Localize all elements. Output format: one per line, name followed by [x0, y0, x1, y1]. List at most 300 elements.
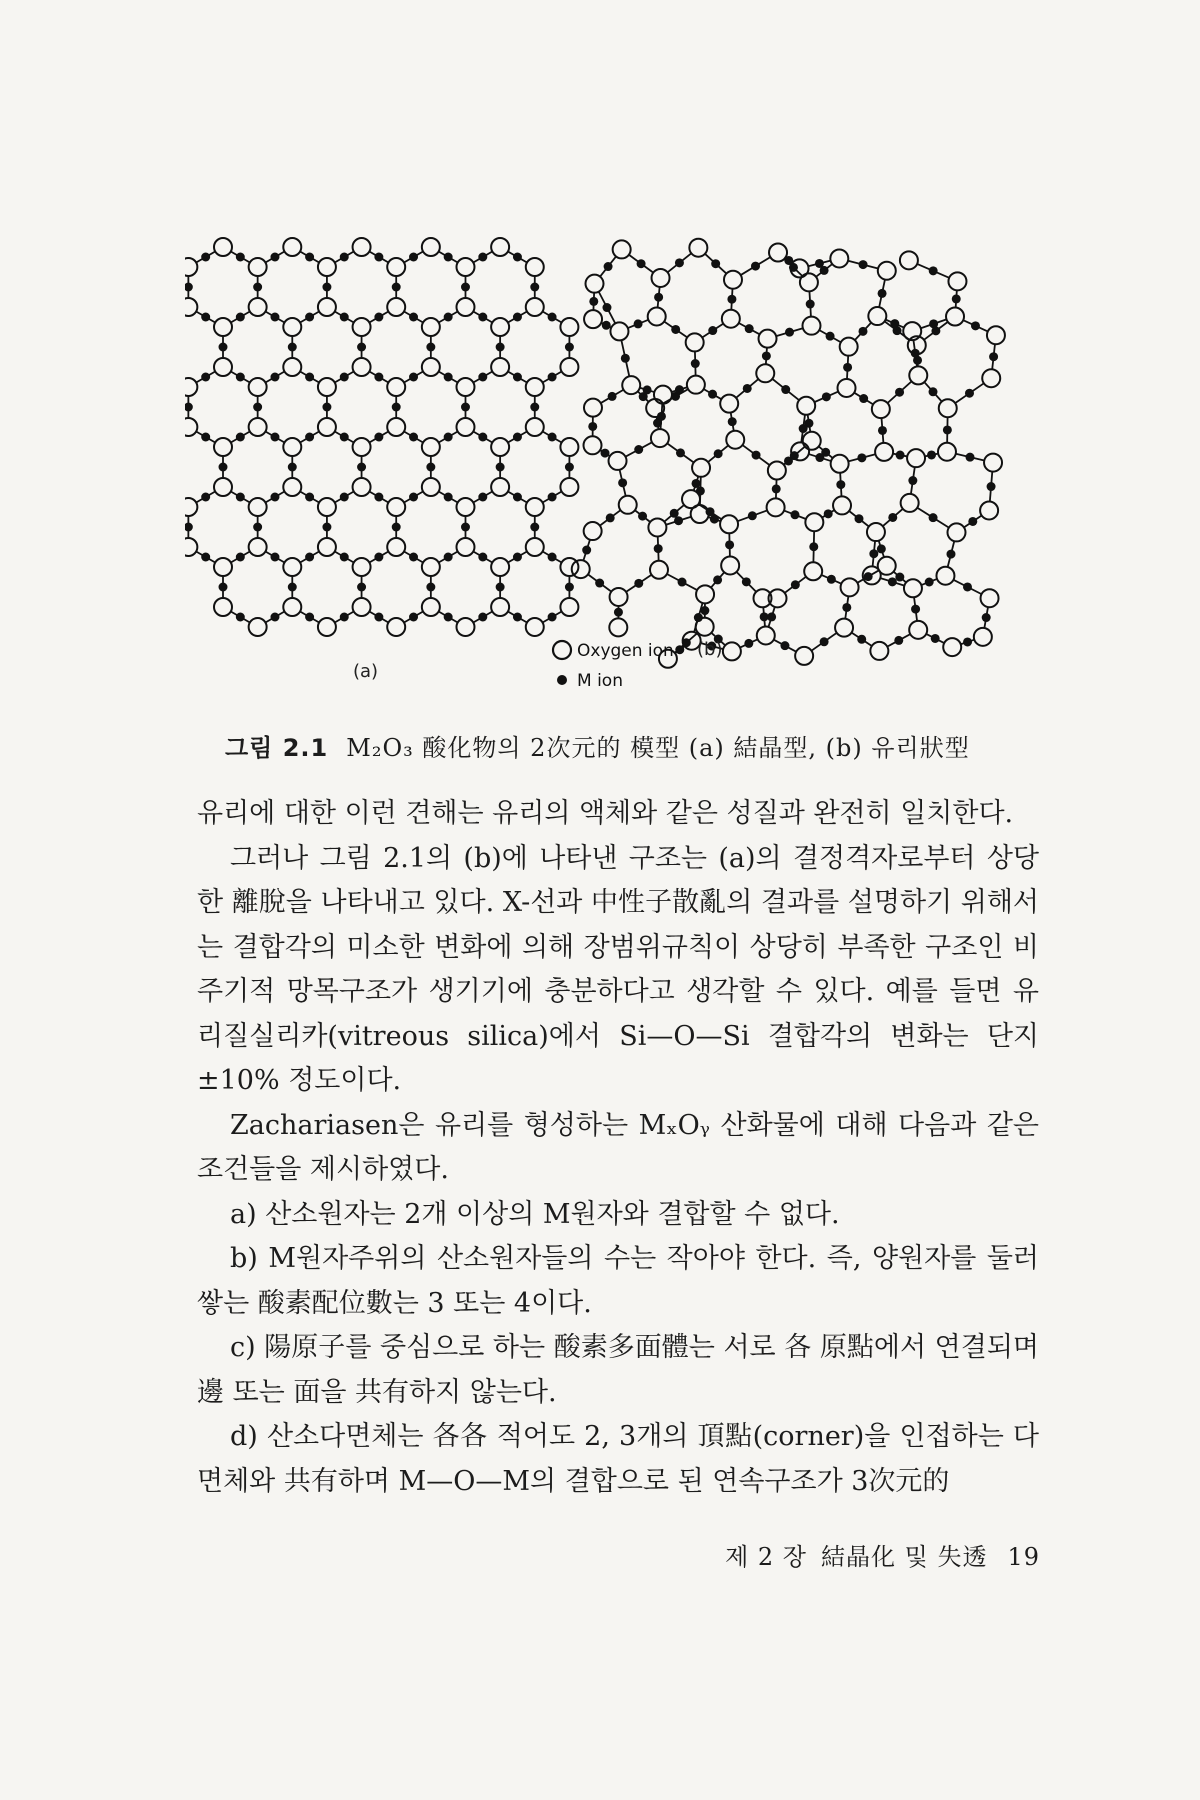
oxygen-ion-circle	[980, 501, 998, 519]
m-ion-dot	[253, 283, 262, 292]
oxygen-ion-circle	[939, 399, 957, 417]
m-ion-dot	[601, 449, 610, 458]
oxygen-ion-circle	[609, 618, 627, 636]
m-ion-dot	[762, 351, 771, 360]
m-ion-dot	[374, 373, 383, 382]
oxygen-ion-circle	[491, 238, 509, 256]
m-ion-dot	[270, 553, 279, 562]
oxygen-ion-circle	[878, 262, 896, 280]
oxygen-ion-circle	[491, 438, 509, 456]
m-ion-dot	[496, 343, 505, 352]
m-ion-dot	[989, 352, 998, 361]
m-ion-dot	[357, 463, 366, 472]
oxygen-ion-circle	[768, 462, 786, 480]
oxygen-ion-circle	[946, 307, 964, 325]
oxygen-ion-circle	[726, 431, 744, 449]
legend	[553, 641, 674, 691]
m-ion-dot	[513, 493, 522, 502]
m-ion-dot	[270, 493, 279, 502]
oxygen-ion-circle	[318, 618, 336, 636]
oxygen-ion-circle	[609, 452, 627, 470]
oxygen-ion-circle	[491, 558, 509, 576]
m-ion-dot	[374, 433, 383, 442]
oxygen-ion-circle	[214, 438, 232, 456]
footer-chapter: 제 2 장	[725, 1543, 807, 1571]
oxygen-ion-circle	[353, 558, 371, 576]
m-ion-dot	[426, 343, 435, 352]
m-ion-dot	[708, 326, 717, 335]
m-ion-dot	[908, 476, 917, 485]
m-ion-dot	[606, 513, 615, 522]
oxygen-ion-circle	[767, 498, 785, 516]
m-ion-dot	[965, 389, 974, 398]
m-ion-dot	[201, 433, 210, 442]
oxygen-ion-legend-icon	[553, 641, 571, 659]
oxygen-ion-circle	[613, 240, 631, 258]
m-ion-dot	[185, 283, 193, 292]
oxygen-ion-circle	[353, 478, 371, 496]
m-ion-dot	[637, 259, 646, 268]
m-ion-dot	[409, 433, 418, 442]
oxygen-ion-circle	[491, 358, 509, 376]
oxygen-ion-circle	[938, 443, 956, 461]
oxygen-ion-circle	[353, 358, 371, 376]
m-ion-dot	[496, 463, 505, 472]
m-ion-dot	[236, 433, 245, 442]
oxygen-ion-circle	[456, 618, 474, 636]
paragraph-1: 유리에 대한 이런 견해는 유리의 액체와 같은 성질과 완전히 일치한다.	[197, 798, 1014, 829]
m-ion-dot	[305, 493, 314, 502]
m-ion-dot	[676, 448, 685, 457]
m-ion-dot	[201, 373, 210, 382]
m-ion-dot	[253, 523, 262, 532]
oxygen-ion-circle	[387, 618, 405, 636]
oxygen-ion-circle	[833, 496, 851, 514]
m-ion-dot	[806, 300, 815, 309]
oxygen-ion-circle	[185, 498, 197, 516]
m-ion-dot	[675, 645, 684, 654]
oxygen-ion-circle	[802, 317, 820, 335]
m-ion-dot	[911, 605, 920, 614]
m-ion-dot	[589, 297, 598, 306]
m-ion-legend-icon	[557, 675, 567, 685]
m-ion-dot	[858, 327, 867, 336]
m-ion-dot	[843, 363, 852, 372]
m-ion-dot	[621, 354, 630, 363]
oxygen-ion-circle	[759, 330, 777, 348]
m-ion-dot	[513, 553, 522, 562]
oxygen-ion-circle	[560, 478, 578, 496]
m-ion-dot	[638, 512, 647, 521]
m-ion-dot	[392, 283, 401, 292]
oxygen-ion-circle	[610, 588, 628, 606]
m-ion-dot	[444, 313, 453, 322]
m-ion-dot	[582, 546, 591, 555]
m-ion-dot	[743, 384, 752, 393]
oxygen-ion-circle	[560, 598, 578, 616]
oxygen-ion-circle	[830, 249, 848, 267]
oxygen-ion-circle	[387, 258, 405, 276]
m-ion-dot	[374, 613, 383, 622]
oxygen-ion-circle	[491, 478, 509, 496]
m-ion-dot	[374, 493, 383, 502]
oxygen-ion-circle	[249, 378, 267, 396]
m-ion-dot	[236, 613, 245, 622]
oxygen-ion-circle	[650, 561, 668, 579]
m-ion-dot	[785, 328, 794, 337]
m-ion-dot	[859, 394, 868, 403]
m-ion-dot	[513, 373, 522, 382]
m-ion-dot	[824, 509, 833, 518]
oxygen-ion-circle	[526, 418, 544, 436]
m-ion-dot	[530, 403, 539, 412]
oxygen-ion-circle	[318, 498, 336, 516]
oxygen-ion-circle	[721, 556, 739, 574]
m-ion-dot	[725, 540, 734, 549]
oxygen-ion-circle	[622, 376, 640, 394]
m-ion-dot	[963, 637, 972, 646]
oxygen-ion-circle	[974, 628, 992, 646]
oxygen-ion-circle	[249, 618, 267, 636]
m-ion-dot	[691, 359, 700, 368]
m-ion-dot	[925, 578, 934, 587]
oxygen-ion-circle	[456, 498, 474, 516]
oxygen-ion-circle	[353, 598, 371, 616]
oxygen-ion-circle	[900, 251, 918, 269]
m-ion-dot	[548, 433, 557, 442]
oxygen-ion-circle	[948, 272, 966, 290]
m-ion-dot	[496, 583, 505, 592]
m-ion-dot	[340, 253, 349, 262]
m-ion-dot	[678, 578, 687, 587]
oxygen-ion-circle	[526, 258, 544, 276]
oxygen-ion-circle	[947, 523, 965, 541]
oxygen-ion-circle	[838, 379, 856, 397]
oxygen-ion-circle	[249, 418, 267, 436]
oxygen-ion-circle	[185, 418, 197, 436]
oxygen-ion-circle	[686, 333, 704, 351]
m-ion-dot	[784, 456, 793, 465]
m-ion-dot	[322, 403, 331, 412]
oxygen-ion-circle	[185, 378, 197, 396]
oxygen-ion-circle	[422, 598, 440, 616]
m-ion-dot	[409, 313, 418, 322]
oxygen-ion-circle	[619, 496, 637, 514]
m-ion-dot	[340, 613, 349, 622]
m-ion-dot	[288, 583, 297, 592]
m-ion-dot	[929, 319, 938, 328]
oxygen-ion-circle	[318, 298, 336, 316]
oxygen-ion-circle	[318, 258, 336, 276]
m-ion-dot	[670, 509, 679, 518]
m-ion-dot	[270, 313, 279, 322]
m-ion-dot	[409, 613, 418, 622]
m-ion-dot	[608, 392, 617, 401]
oxygen-ion-circle	[456, 418, 474, 436]
oxygen-ion-circle	[422, 358, 440, 376]
oxygen-ion-circle	[249, 298, 267, 316]
oxygen-ion-circle	[797, 397, 815, 415]
caption-text: M₂O₃ 酸化物의 2次元的 模型 (a) 結晶型, (b) 유리狀型	[346, 734, 970, 762]
oxygen-ion-circle	[283, 358, 301, 376]
oxygen-ion-circle	[491, 318, 509, 336]
oxygen-ion-circle	[831, 455, 849, 473]
m-ion-dot	[634, 319, 643, 328]
m-ion-dot	[836, 480, 845, 489]
m-ion-dot	[201, 253, 210, 262]
m-ion-dot	[374, 313, 383, 322]
m-ion-dot	[595, 579, 604, 588]
oxygen-ion-circle	[560, 438, 578, 456]
m-ion-dot	[946, 550, 955, 559]
m-ion-dot	[201, 553, 210, 562]
oxygen-ion-circle	[387, 418, 405, 436]
m-ion-dot	[952, 294, 961, 303]
m-ion-dot	[185, 403, 193, 412]
page-footer	[690, 1537, 1040, 1572]
m-ion-dot	[751, 262, 760, 271]
m-ion-dot	[478, 553, 487, 562]
m-ion-dot	[827, 575, 836, 584]
oxygen-ion-circle	[687, 376, 705, 394]
m-ion-dot	[236, 253, 245, 262]
m-ion-dot	[791, 580, 800, 589]
m-ion-dot	[530, 523, 539, 532]
m-ion-dot	[357, 583, 366, 592]
m-ion-dot	[878, 289, 887, 298]
oxygen-ion-circle	[572, 560, 590, 578]
m-ion-dot	[859, 260, 868, 269]
oxygen-ion-circle	[651, 429, 669, 447]
oxygen-ion-circle	[214, 238, 232, 256]
body-text	[197, 792, 1039, 1504]
condition-b: b) M원자주위의 산소원자들의 수는 작아야 한다. 즉, 양원자를 둘러쌓는 酸素配位數는 3 또는 4이다.	[197, 1243, 1039, 1319]
oxygen-ion-circle	[907, 449, 925, 467]
m-ion-dot	[744, 639, 753, 648]
m-ion-dot	[931, 634, 940, 643]
m-ion-dot	[185, 523, 193, 532]
figure-2-1	[185, 225, 1065, 695]
m-ion-dot	[478, 313, 487, 322]
m-ion-dot	[270, 253, 279, 262]
m-ion-dot	[270, 433, 279, 442]
m-ion-dot	[513, 253, 522, 262]
oxygen-ion-circle	[586, 275, 604, 293]
m-ion-dot	[478, 613, 487, 622]
m-ion-dot	[305, 433, 314, 442]
oxygen-ion-circle	[875, 443, 893, 461]
panel-label-b: (b)	[697, 639, 723, 660]
m-ion-dot	[654, 293, 663, 302]
m-ion-dot	[444, 613, 453, 622]
oxygen-ion-circle	[526, 498, 544, 516]
m-ion-dot	[236, 313, 245, 322]
oxygen-ion-circle	[696, 618, 714, 636]
m-ion-dot	[444, 553, 453, 562]
condition-c: c) 陽原子를 중심으로 하는 酸素多面體는 서로 各 原點에서 연결되며 邊 또는 面을 共有하지 않는다.	[197, 1332, 1039, 1408]
m-ion-dot	[565, 583, 574, 592]
oxygen-ion-circle	[584, 436, 602, 454]
m-ion-dot	[409, 253, 418, 262]
oxygen-ion-circle	[526, 378, 544, 396]
m-ion-dot	[305, 253, 314, 262]
oxygen-ion-circle	[682, 490, 700, 508]
oxygen-ion-circle	[872, 400, 890, 418]
m-ion-dot	[692, 479, 701, 488]
oxygen-ion-circle	[584, 399, 602, 417]
condition-d: d) 산소다면체는 各各 적어도 2, 3개의 頂點(corner)을 인접하는 다면체와 共有하며 M—O—M의 결합으로 된 연속구조가 3次元的	[197, 1421, 1039, 1497]
m-ion-dot	[357, 343, 366, 352]
oxygen-ion-circle	[904, 579, 922, 597]
oxygen-ion-circle	[867, 523, 885, 541]
m-ion-dot	[461, 403, 470, 412]
m-ion-dot	[565, 343, 574, 352]
oxygen-ion-circle	[648, 518, 666, 536]
condition-a: a) 산소원자는 2개 이상의 M원자와 결합할 수 없다.	[230, 1198, 840, 1230]
m-ion-dot	[478, 433, 487, 442]
oxygen-ion-circle	[387, 378, 405, 396]
oxygen-ion-circle	[652, 269, 670, 287]
m-ion-dot	[513, 433, 522, 442]
m-ion-dot	[270, 373, 279, 382]
oxygen-ion-circle	[984, 454, 1002, 472]
m-ion-dot	[305, 373, 314, 382]
m-ion-dot	[548, 313, 557, 322]
oxygen-ion-circle	[283, 598, 301, 616]
oxygen-ion-circle	[456, 258, 474, 276]
m-ion-dot	[971, 321, 980, 330]
oxygen-ion-circle	[800, 273, 818, 291]
m-ion-dot	[614, 608, 623, 617]
paragraph-2: 그러나 그림 2.1의 (b)에 나타낸 구조는 (a)의 결정격자로부터 상당한 離脫을 나타내고 있다. X-선과 中性子散亂의 결과를 설명하기 위해서는 결합각의 미소한 변화에 의해 장범위규칙이 상당히 부족한 구조인 비주기적 망목구조가 생기기에 충분하다고 생각할 수 있다. 예를 들면 유리질실리카(vitreous silica)에서 Si—O—Si 결합각의 변화는 단지 ±10% 정도이다.	[197, 842, 1039, 1096]
oxygen-ion-circle	[943, 638, 961, 656]
m-ion-dot	[548, 553, 557, 562]
m-ion-dot	[305, 553, 314, 562]
m-ion-dot	[219, 583, 228, 592]
oxygen-ion-circle	[491, 598, 509, 616]
m-ion-dot	[966, 453, 975, 462]
oxygen-ion-circle	[387, 498, 405, 516]
m-ion-dot	[548, 613, 557, 622]
m-ion-dot	[745, 324, 754, 333]
m-ion-dot	[894, 636, 903, 645]
m-ion-dot	[780, 641, 789, 650]
oxygen-ion-circle	[692, 459, 710, 477]
m-ion-dot	[654, 544, 663, 553]
m-ion-dot	[799, 424, 808, 433]
m-ion-dot	[826, 332, 835, 341]
m-ion-dot	[374, 553, 383, 562]
m-ion-dot	[869, 549, 878, 558]
m-ion-dot	[781, 385, 790, 394]
oxygen-ion-circle	[526, 538, 544, 556]
m-ion-dot	[340, 493, 349, 502]
m-ion-dot	[288, 463, 297, 472]
m-ion-dot	[513, 613, 522, 622]
m-ion-dot	[864, 572, 873, 581]
oxygen-ion-circle	[720, 515, 738, 533]
oxygen-ion-circle	[841, 578, 859, 596]
m-ion-dot	[854, 514, 863, 523]
oxygen-ion-circle	[249, 258, 267, 276]
m-ion-dot	[602, 321, 611, 330]
glassy-network-b	[572, 239, 1005, 668]
m-ion-dot	[409, 493, 418, 502]
oxygen-ion-circle	[422, 478, 440, 496]
m-ion-dot	[842, 603, 851, 612]
m-ion-dot	[461, 523, 470, 532]
m-ion-dot	[982, 613, 991, 622]
m-ion-dot	[565, 463, 574, 472]
m-ion-dot	[809, 542, 818, 551]
oxygen-ion-circle	[868, 307, 886, 325]
m-ion-dot	[728, 417, 737, 426]
oxygen-ion-circle	[757, 626, 775, 644]
m-ion-dot	[219, 343, 228, 352]
m-ion-dot	[857, 453, 866, 462]
oxygen-ion-circle	[610, 322, 628, 340]
crystalline-network-a	[185, 238, 578, 636]
oxygen-ion-circle	[560, 318, 578, 336]
m-ion-dot	[772, 484, 781, 493]
m-ion-dot	[963, 582, 972, 591]
oxygen-ion-circle	[456, 298, 474, 316]
oxygen-ion-circle	[756, 364, 774, 382]
footer-title: 結晶化 및 失透	[821, 1543, 988, 1571]
m-ion-dot	[877, 544, 886, 553]
m-ion-dot	[201, 493, 210, 502]
m-ion-dot	[929, 387, 938, 396]
figure-caption	[225, 728, 1045, 763]
oxygen-ion-circle	[722, 310, 740, 328]
oxygen-ion-circle	[422, 558, 440, 576]
oxygen-ion-circle	[584, 310, 602, 328]
m-ion-dot	[322, 523, 331, 532]
paragraph-3: Zachariasen은 유리를 형성하는 MₓOᵧ 산화물에 대해 다음과 같은 조건들을 제시하였다.	[197, 1109, 1039, 1185]
m-ion-dot	[890, 319, 899, 328]
m-ion-dot	[711, 259, 720, 268]
oxygen-ion-circle	[696, 585, 714, 603]
oxygen-ion-circle	[720, 395, 738, 413]
legend-m-ion-label: M ion	[577, 671, 623, 691]
oxygen-ion-circle	[981, 589, 999, 607]
m-ion-dot	[820, 637, 829, 646]
oxygen-ion-circle	[804, 562, 822, 580]
oxygen-ion-circle	[526, 618, 544, 636]
oxygen-ion-circle	[982, 369, 1000, 387]
oxygen-ion-circle	[560, 358, 578, 376]
m-ion-dot	[588, 422, 597, 431]
m-ion-dot	[643, 385, 652, 394]
m-ion-dot	[253, 403, 262, 412]
m-ion-dot	[426, 583, 435, 592]
m-ion-dot	[815, 453, 824, 462]
m-ion-dot	[820, 266, 829, 275]
m-ion-dot	[478, 253, 487, 262]
m-ion-dot	[444, 253, 453, 262]
oxygen-ion-circle	[387, 538, 405, 556]
oxygen-ion-circle	[283, 478, 301, 496]
m-ion-dot	[236, 553, 245, 562]
m-ion-dot	[767, 612, 776, 621]
m-ion-dot	[236, 493, 245, 502]
m-ion-dot	[634, 579, 643, 588]
m-ion-dot	[444, 433, 453, 442]
m-ion-dot	[968, 517, 977, 526]
m-ion-dot	[888, 513, 897, 522]
oxygen-ion-circle	[283, 318, 301, 336]
m-ion-dot	[322, 283, 331, 292]
